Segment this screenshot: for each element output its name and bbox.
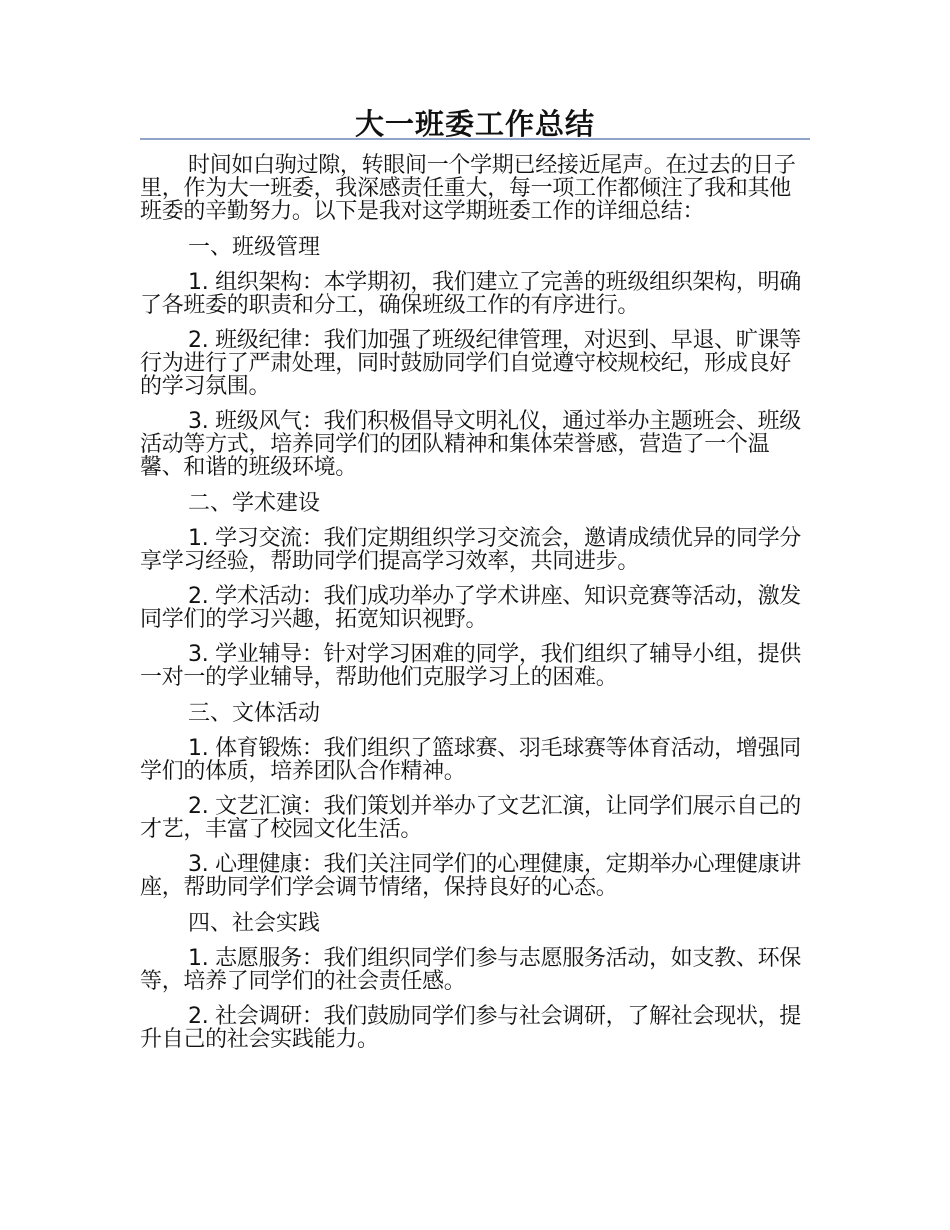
section-4-item-1: 1. 志愿服务：我们组织同学们参与志愿服务活动，如支教、环保等，培养了同学们的社会责任感。 [140, 946, 801, 994]
document-body [140, 154, 810, 1063]
intro-paragraph: 时间如白驹过隙，转眼间一个学期已经接近尾声。在过去的日子里，作为大一班委，我深感责任重大，每一项工作都倾注了我和其他班委的辛勤努力。以下是我对这学期班委工作的详细总结： [140, 153, 796, 224]
section-heading-academic: 二、学术建设 [188, 491, 321, 516]
document-title: 大一班委工作总结 [354, 107, 595, 141]
section-1-item-1: 1. 组织架构：本学期初，我们建立了完善的班级组织架构，明确了各班委的职责和分工，确保班级工作的有序进行。 [140, 270, 801, 318]
section-4-item-2: 2. 社会调研：我们鼓励同学们参与社会调研，了解社会现状，提升自己的社会实践能力。 [140, 1004, 801, 1052]
section-heading-class-management: 一、班级管理 [188, 235, 321, 260]
section-2-item-3: 3. 学业辅导：针对学习困难的同学，我们组织了辅导小组，提供一对一的学业辅导，帮助他们克服学习上的困难。 [140, 642, 801, 690]
section-3-item-1: 1. 体育锻炼：我们组织了篮球赛、羽毛球赛等体育活动，增强同学们的体质，培养团队合作精神。 [140, 736, 801, 784]
section-heading-social-practice: 四、社会实践 [188, 911, 321, 936]
section-1-item-2: 2. 班级纪律：我们加强了班级纪律管理，对迟到、早退、旷课等行为进行了严肃处理，同时鼓励同学们自觉遵守校规校纪，形成良好的学习氛围。 [140, 328, 801, 399]
section-2-item-1: 1. 学习交流：我们定期组织学习交流会，邀请成绩优异的同学分享学习经验，帮助同学们提高学习效率，共同进步。 [140, 526, 801, 574]
title-underline [140, 138, 810, 140]
section-1-item-3: 3. 班级风气：我们积极倡导文明礼仪，通过举办主题班会、班级活动等方式，培养同学们的团队精神和集体荣誉感，营造了一个温馨、和谐的班级环境。 [140, 409, 801, 480]
section-3-item-2: 2. 文艺汇演：我们策划并举办了文艺汇演，让同学们展示自己的才艺，丰富了校园文化生活。 [140, 794, 801, 842]
section-2-item-2: 2. 学术活动：我们成功举办了学术讲座、知识竞赛等活动，激发同学们的学习兴趣，拓宽知识视野。 [140, 584, 801, 632]
section-heading-sports-arts: 三、文体活动 [188, 701, 321, 726]
section-3-item-3: 3. 心理健康：我们关注同学们的心理健康，定期举办心理健康讲座，帮助同学们学会调节情绪，保持良好的心态。 [140, 852, 801, 900]
